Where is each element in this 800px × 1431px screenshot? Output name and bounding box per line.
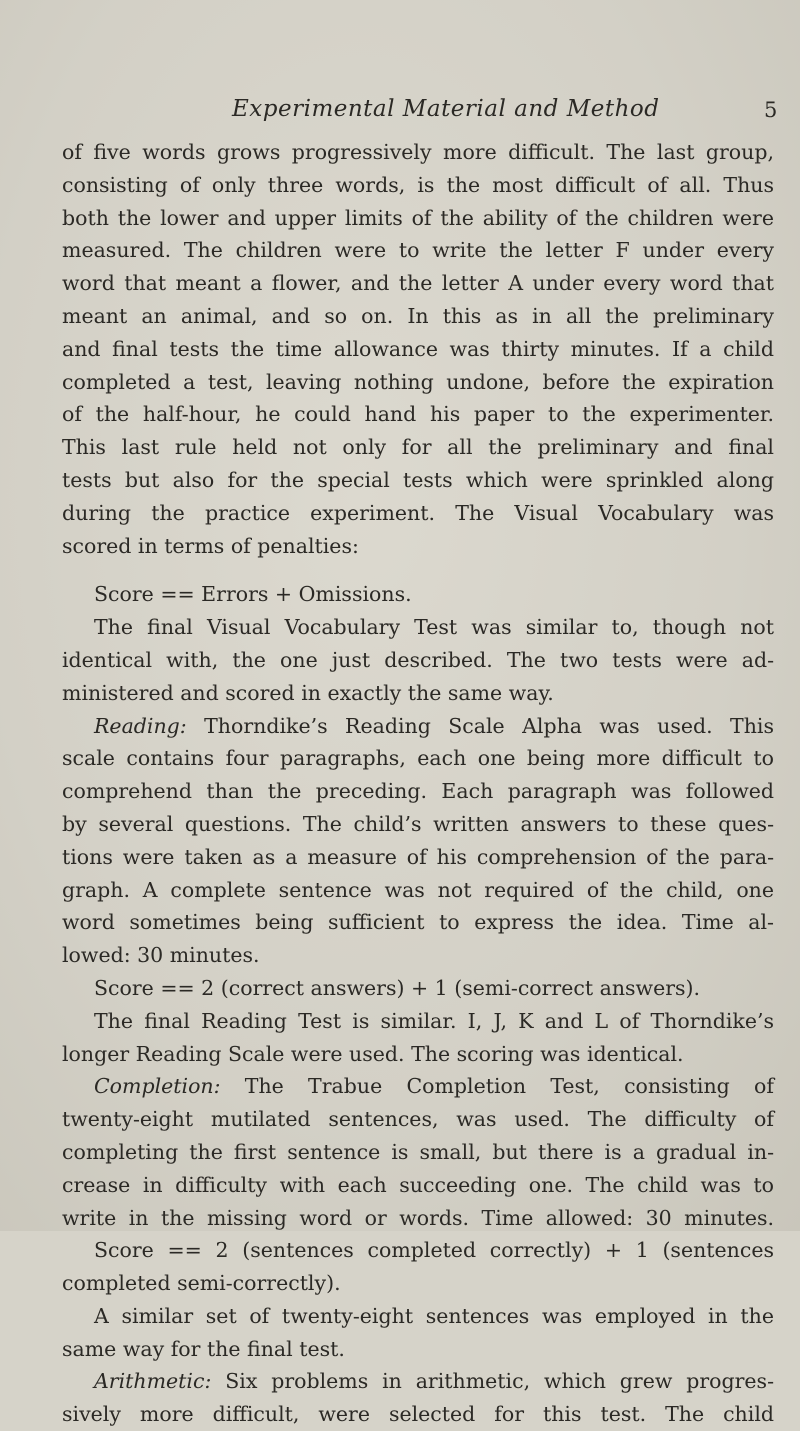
text-line: scored in terms of penalties: — [62, 533, 359, 558]
text-line: completed a test, leaving nothing undone, before the expiration — [62, 369, 774, 394]
text-line: twenty-eight mutilated sentences, was used. The difficulty of — [62, 1107, 774, 1132]
text-fragment: Six problems in arithmetic, which grew progres- — [225, 1369, 774, 1394]
section-label-completion: Completion: — [94, 1074, 221, 1099]
text-line: crease in difficulty with each succeeding one. The child was to — [62, 1172, 774, 1197]
text-line — [62, 1070, 774, 1103]
section-label-arithmetic: Arithmetic: — [94, 1369, 212, 1394]
text-line: comprehend than the preceding. Each paragraph was followed — [62, 779, 774, 804]
body-text — [62, 136, 774, 1431]
text-line: word that meant a flower, and the letter A under every word that — [62, 271, 774, 296]
text-line: sively more difficult, were selected for this test. The child — [62, 1402, 774, 1427]
text-line — [62, 710, 774, 743]
text-line: A similar set of twenty-eight sentences was employed in the — [94, 1303, 774, 1328]
formula-line: completed semi-correctly). — [62, 1271, 341, 1296]
text-line: tests but also for the special tests which were sprinkled along — [62, 467, 774, 492]
formula-line: Score == Errors + Omissions. — [94, 582, 412, 607]
text-fragment: The Trabue Completion Test, consisting of — [244, 1074, 774, 1099]
running-header — [0, 96, 800, 130]
text-line: during the practice experiment. The Visual Vocabulary was — [62, 500, 774, 525]
text-line: graph. A complete sentence was not required of the child, one — [62, 877, 774, 902]
text-line: The final Reading Test is similar. I, J, K and L of Thorndike’s — [94, 1008, 774, 1033]
formula-line: Score == 2 (correct answers) + 1 (semi-correct answers). — [94, 975, 701, 1000]
text-line: completing the first sentence is small, but there is a gradual in- — [62, 1139, 774, 1164]
running-title: Experimental Material and Method — [232, 96, 660, 122]
text-line: This last rule held not only for all the preliminary and final — [62, 435, 774, 460]
text-line: consisting of only three words, is the most difficult of all. Thus — [62, 172, 774, 197]
text-line: both the lower and upper limits of the ability of the children were — [62, 205, 774, 230]
text-line: identical with, the one just described. The two tests were ad- — [62, 647, 774, 672]
text-line: The final Visual Vocabulary Test was similar to, though not — [94, 615, 774, 640]
formula-line: Score == 2 (sentences completed correctly) + 1 (sentences — [94, 1238, 774, 1263]
text-line: word sometimes being sufficient to express the idea. Time al- — [62, 910, 774, 935]
text-line: write in the missing word or words. Time allowed: 30 minutes. — [62, 1205, 774, 1230]
text-line: by several questions. The child’s written answers to these ques- — [62, 811, 774, 836]
spacer — [62, 562, 774, 578]
text-line: tions were taken as a measure of his comprehension of the para- — [62, 844, 774, 869]
text-line: and final tests the time allowance was thirty minutes. If a child — [62, 336, 774, 361]
text-line: of the half-hour, he could hand his paper to the experimenter. — [62, 402, 774, 427]
text-line: same way for the final test. — [62, 1336, 345, 1361]
text-fragment: Thorndike’s Reading Scale Alpha was used. This — [204, 713, 774, 738]
text-line: scale contains four paragraphs, each one being more difficult to — [62, 746, 774, 771]
text-line: lowed: 30 minutes. — [62, 943, 260, 968]
section-label-reading: Reading: — [94, 713, 187, 738]
text-line — [62, 1365, 774, 1398]
text-line: ministered and scored in exactly the same way. — [62, 680, 554, 705]
text-line: meant an animal, and so on. In this as in all the preliminary — [62, 303, 774, 328]
text-line: measured. The children were to write the letter F under every — [62, 238, 774, 263]
page-number: 5 — [764, 98, 778, 122]
text-line: longer Reading Scale were used. The scoring was identical. — [62, 1041, 684, 1066]
text-line: of five words grows progressively more difficult. The last group, — [62, 140, 774, 164]
